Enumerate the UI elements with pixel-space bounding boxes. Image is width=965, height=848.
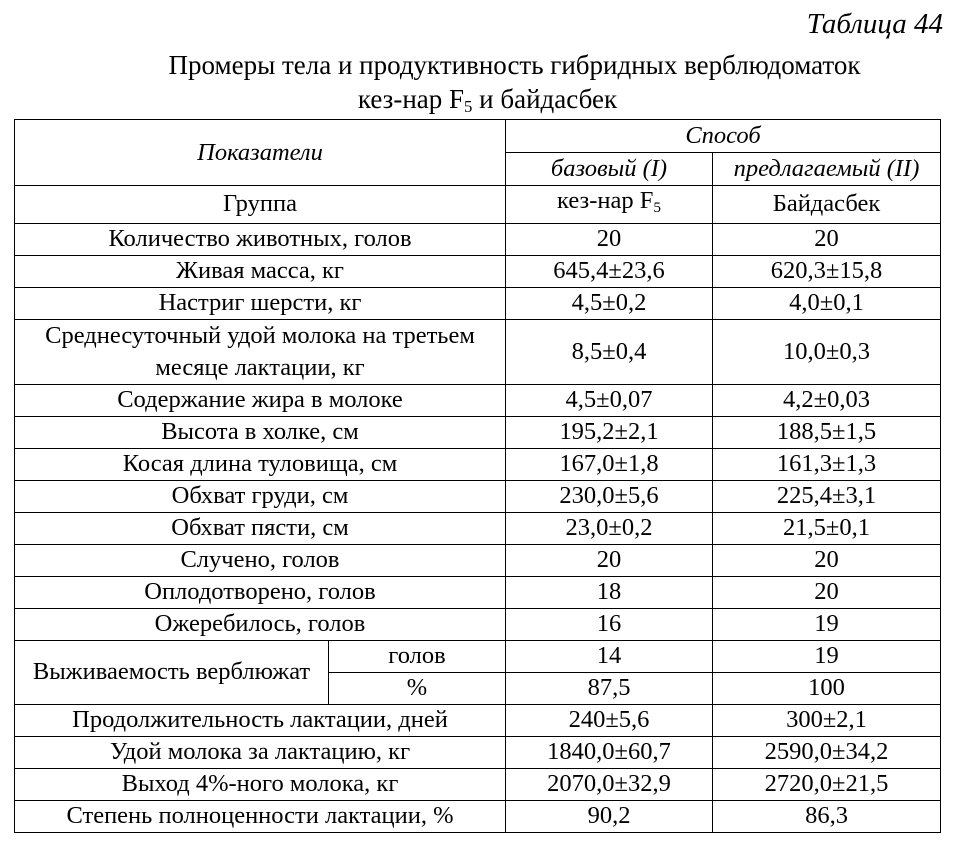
- row-label: Оплодотворено, голов: [15, 576, 506, 608]
- row-value-proposed: 20: [713, 544, 941, 576]
- row-label: Обхват пясти, см: [15, 512, 506, 544]
- row-value-basic: 4,5±0,07: [506, 384, 713, 416]
- survival-percent-label: %: [329, 672, 506, 704]
- table-row: [15, 576, 941, 608]
- row-value-proposed: 2720,0±21,5: [713, 768, 941, 800]
- row-label: Количество животных, голов: [15, 223, 506, 255]
- title-line-1: Промеры тела и продуктивность гибридных верблюдоматок: [168, 50, 861, 80]
- table-row: [15, 287, 941, 319]
- header-basic: базовый (I): [506, 153, 713, 186]
- header-indicators: Показатели: [15, 120, 506, 186]
- row-value-basic: 4,5±0,2: [506, 287, 713, 319]
- table-row: [15, 608, 941, 640]
- row-label: Высота в холке, см: [15, 416, 506, 448]
- survival-heads-basic: 14: [506, 640, 713, 672]
- row-value-proposed: 4,0±0,1: [713, 287, 941, 319]
- row-value-basic: 167,0±1,8: [506, 448, 713, 480]
- row-value-proposed: 86,3: [713, 800, 941, 832]
- group-col-1-subscript: 5: [653, 198, 661, 216]
- row-label: Удой молока за лактацию, кг: [15, 736, 506, 768]
- title-line-2-suffix: и байдасбек: [472, 84, 618, 114]
- row-label: Обхват груди, см: [15, 480, 506, 512]
- survival-percent-proposed: 100: [713, 672, 941, 704]
- table-row: [15, 255, 941, 287]
- title-subscript: 5: [464, 97, 473, 117]
- table-row: [15, 480, 941, 512]
- row-value-basic: 230,0±5,6: [506, 480, 713, 512]
- row-value-proposed: 4,2±0,03: [713, 384, 941, 416]
- table-row: [15, 512, 941, 544]
- row-value-basic: 23,0±0,2: [506, 512, 713, 544]
- row-value-basic: 18: [506, 576, 713, 608]
- row-value-basic: 1840,0±60,7: [506, 736, 713, 768]
- row-label: Настриг шерсти, кг: [15, 287, 506, 319]
- table-row: [15, 768, 941, 800]
- row-value-basic: 16: [506, 608, 713, 640]
- row-value-basic: 20: [506, 544, 713, 576]
- row-label: Среднесуточный удой молока на третьем месяце лактации, кг: [15, 319, 506, 384]
- row-value-proposed: 161,3±1,3: [713, 448, 941, 480]
- group-col-1: [506, 186, 713, 224]
- row-value-basic: 20: [506, 223, 713, 255]
- row-value-proposed: 10,0±0,3: [713, 319, 941, 384]
- table-row: [15, 800, 941, 832]
- header-method: Способ: [506, 120, 941, 153]
- row-value-proposed: 20: [713, 576, 941, 608]
- row-label: Случено, голов: [15, 544, 506, 576]
- survival-heads-proposed: 19: [713, 640, 941, 672]
- row-label: Продолжительность лактации, дней: [15, 704, 506, 736]
- survival-percent-basic: 87,5: [506, 672, 713, 704]
- survival-row-heads: [15, 640, 941, 672]
- table-number: Таблица 44: [806, 8, 943, 40]
- survival-heads-label: голов: [329, 640, 506, 672]
- table-title: [0, 48, 965, 124]
- row-value-proposed: 2590,0±34,2: [713, 736, 941, 768]
- row-label: Живая масса, кг: [15, 255, 506, 287]
- row-value-proposed: 620,3±15,8: [713, 255, 941, 287]
- row-value-proposed: 225,4±3,1: [713, 480, 941, 512]
- table-row: [15, 416, 941, 448]
- data-table: [14, 119, 941, 833]
- row-label: Выход 4%-ного молока, кг: [15, 768, 506, 800]
- table-row: [15, 544, 941, 576]
- row-value-proposed: 188,5±1,5: [713, 416, 941, 448]
- row-value-proposed: 300±2,1: [713, 704, 941, 736]
- row-label: Ожеребилось, голов: [15, 608, 506, 640]
- survival-label: Выживаемость верблюжат: [15, 640, 329, 704]
- row-label: Степень полноценности лактации, %: [15, 800, 506, 832]
- row-value-basic: 195,2±2,1: [506, 416, 713, 448]
- table-row: [15, 704, 941, 736]
- title-line-2: [0, 82, 965, 124]
- table-row: [15, 223, 941, 255]
- table-row: [15, 319, 941, 384]
- group-col-1-prefix: кез-нар F: [557, 187, 654, 214]
- row-label: Содержание жира в молоке: [15, 384, 506, 416]
- row-value-proposed: 19: [713, 608, 941, 640]
- row-value-proposed: 21,5±0,1: [713, 512, 941, 544]
- table-row: [15, 736, 941, 768]
- table-row: [15, 384, 941, 416]
- row-value-basic: 8,5±0,4: [506, 319, 713, 384]
- title-line-2-prefix: кез-нар F: [357, 84, 465, 114]
- group-row: [15, 186, 941, 224]
- row-value-proposed: 20: [713, 223, 941, 255]
- row-value-basic: 645,4±23,6: [506, 255, 713, 287]
- row-value-basic: 90,2: [506, 800, 713, 832]
- row-value-basic: 2070,0±32,9: [506, 768, 713, 800]
- table-row: [15, 448, 941, 480]
- row-value-basic: 240±5,6: [506, 704, 713, 736]
- row-label: Косая длина туловища, см: [15, 448, 506, 480]
- header-proposed: предлагаемый (II): [713, 153, 941, 186]
- group-label: Группа: [15, 186, 506, 224]
- group-col-2: Байдасбек: [713, 186, 941, 224]
- header-row-1: [15, 120, 941, 153]
